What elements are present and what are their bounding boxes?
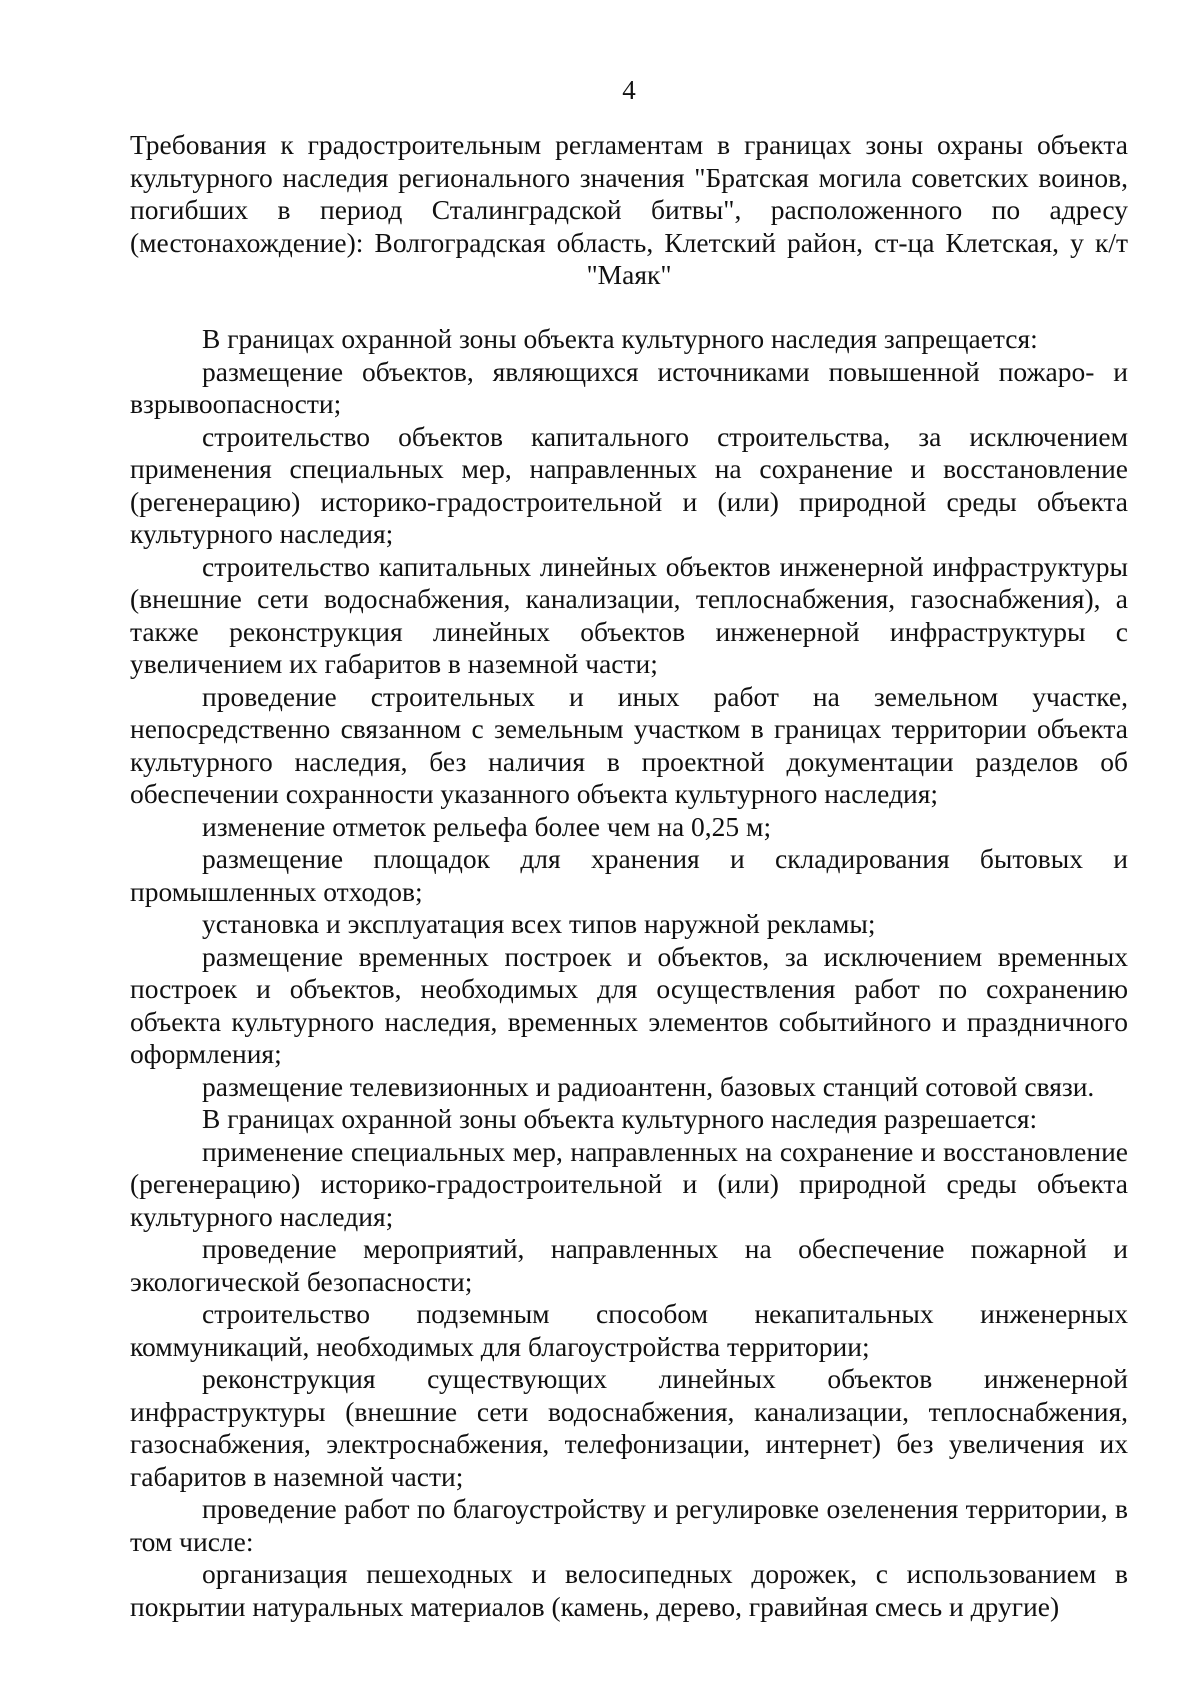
paragraph-item: размещение временных построек и объектов, за исключением временных построек и объектов, необходимых для осуществления работ по сохранению объекта культурного наследия, временных элементов событийного и праздничного оформления; [130, 940, 1128, 1069]
document-title: Требования к градостроительным регламентам в границах зоны охраны объекта культурного наследия регионального значения "Братская могила советских воинов, погибших в период Сталинградской битвы", расположенного по адресу (местонахождение): Волгоградская область, Клетский район, ст-ца Клетская, у к/т "Маяк" [130, 129, 1128, 290]
paragraph-item: применение специальных мер, направленных на сохранение и восстановление (регенерацию) историко-градостроительной и (или) природной среды объекта культурного наследия; [130, 1135, 1128, 1232]
paragraph-item: размещение телевизионных и радиоантенн, базовых станций сотовой связи. [202, 1070, 1095, 1102]
paragraph-item: установка и эксплуатация всех типов наружной рекламы; [202, 908, 876, 939]
paragraph-item: изменение отметок рельефа более чем на 0,25 м; [202, 810, 772, 842]
paragraph-item: размещение площадок для хранения и складирования бытовых и промышленных отходов; [130, 843, 1128, 907]
paragraph-item: проведение работ по благоустройству и регулировке озеленения территории, в том числе: [130, 1493, 1128, 1557]
paragraph-item: размещение объектов, являющихся источниками повышенной пожаро- и взрывоопасности; [130, 355, 1128, 419]
paragraph-item: строительство объектов капитального строительства, за исключением применения специальных мер, направленных на сохранение и восстановление (регенерацию) историко-градостроительной и (или) природной среды объекта культурного наследия; [130, 420, 1128, 549]
paragraph-item: проведение мероприятий, направленных на обеспечение пожарной и экологической безопасности; [130, 1233, 1128, 1297]
paragraph-item: реконструкция существующих линейных объектов инженерной инфраструктуры (внешние сети водоснабжения, канализации, теплоснабжения, газоснабжения, электроснабжения, телефонизации, интернет) без увеличения их габаритов в наземной части; [130, 1363, 1128, 1492]
document-body [130, 323, 1128, 1623]
paragraph-prohibited-intro: В границах охранной зоны объекта культурного наследия запрещается: [202, 323, 1038, 354]
paragraph-item: строительство подземным способом некапитальных инженерных коммуникаций, необходимых для благоустройства территории; [130, 1298, 1128, 1362]
paragraph-item: организация пешеходных и велосипедных дорожек, с использованием в покрытии натуральных материалов (камень, дерево, гравийная смесь и другие) [130, 1558, 1128, 1622]
paragraph-permitted-intro: В границах охранной зоны объекта культурного наследия разрешается: [202, 1103, 1038, 1134]
page-number: 4 [622, 75, 636, 105]
paragraph-item: строительство капитальных линейных объектов инженерной инфраструктуры (внешние сети водоснабжения, канализации, теплоснабжения, газоснабжения), а также реконструкция линейных объектов инженерной инфраструктуры с увеличением их габаритов в наземной части; [130, 550, 1128, 679]
paragraph-item: проведение строительных и иных работ на земельном участке, непосредственно связанном с земельным участком в границах территории объекта культурного наследия, без наличия в проектной документации разделов об обеспечении сохранности указанного объекта культурного наследия; [130, 680, 1128, 809]
